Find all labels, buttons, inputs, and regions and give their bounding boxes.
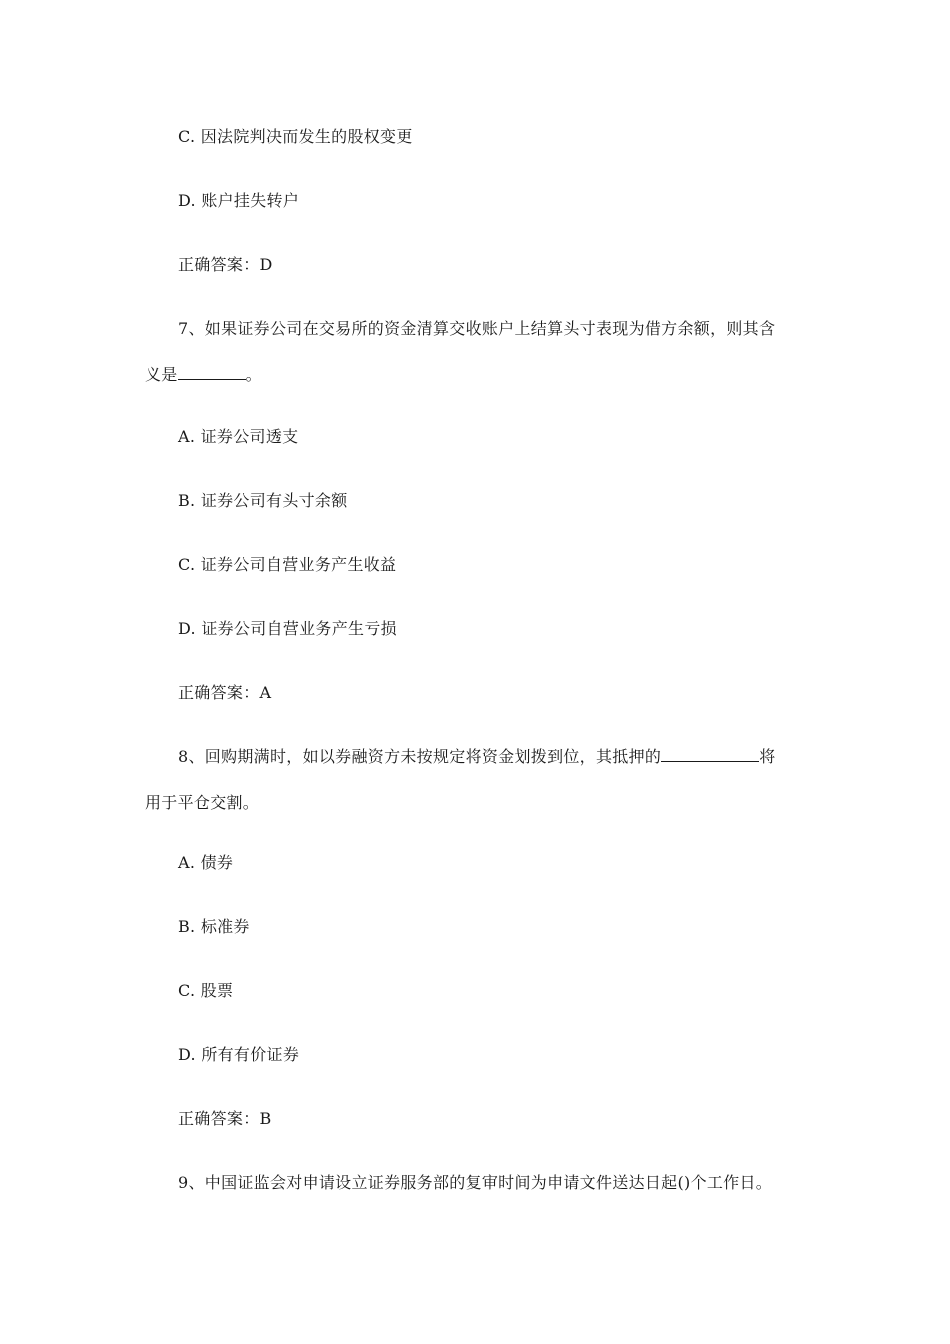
q7-stem-line2-before: 义是 (145, 365, 178, 384)
q6-option-d: D. 账户挂失转户 (178, 191, 300, 210)
q8-stem-line1-before: 8、回购期满时，如以券融资方未按规定将资金划拨到位，其抵押的 (178, 747, 662, 766)
q8-stem-line1-after: 将 (759, 747, 776, 766)
q8-option-d: D. 所有有价证券 (178, 1045, 300, 1064)
q6-option-c: C. 因法院判决而发生的股权变更 (178, 127, 413, 146)
q7-stem-line2-after: 。 (245, 365, 262, 384)
q7-answer: 正确答案：A (178, 683, 272, 702)
q8-answer: 正确答案：B (178, 1109, 272, 1128)
q8-stem-line2: 用于平仓交割。 (145, 793, 260, 812)
q7-option-d: D. 证券公司自营业务产生亏损 (178, 619, 397, 638)
q8-stem-line1 (178, 747, 776, 767)
q7-stem-line1: 7、如果证券公司在交易所的资金清算交收账户上结算头寸表现为借方余额，则其含 (178, 319, 776, 338)
q8-option-a: A. 债券 (178, 853, 234, 872)
q7-option-c: C. 证券公司自营业务产生收益 (178, 555, 397, 574)
q9-stem-line1: 9、中国证监会对申请设立证券服务部的复审时间为申请文件送达日起()个工作日。 (178, 1173, 773, 1192)
q8-fill-blank (661, 747, 759, 762)
q7-fill-blank (178, 365, 246, 380)
q6-answer: 正确答案：D (178, 255, 273, 274)
q7-stem-line2 (145, 365, 262, 385)
q8-option-c: C. 股票 (178, 981, 234, 1000)
q7-option-b: B. 证券公司有头寸余额 (178, 491, 348, 510)
q8-option-b: B. 标准券 (178, 917, 250, 936)
q7-option-a: A. 证券公司透支 (178, 427, 299, 446)
